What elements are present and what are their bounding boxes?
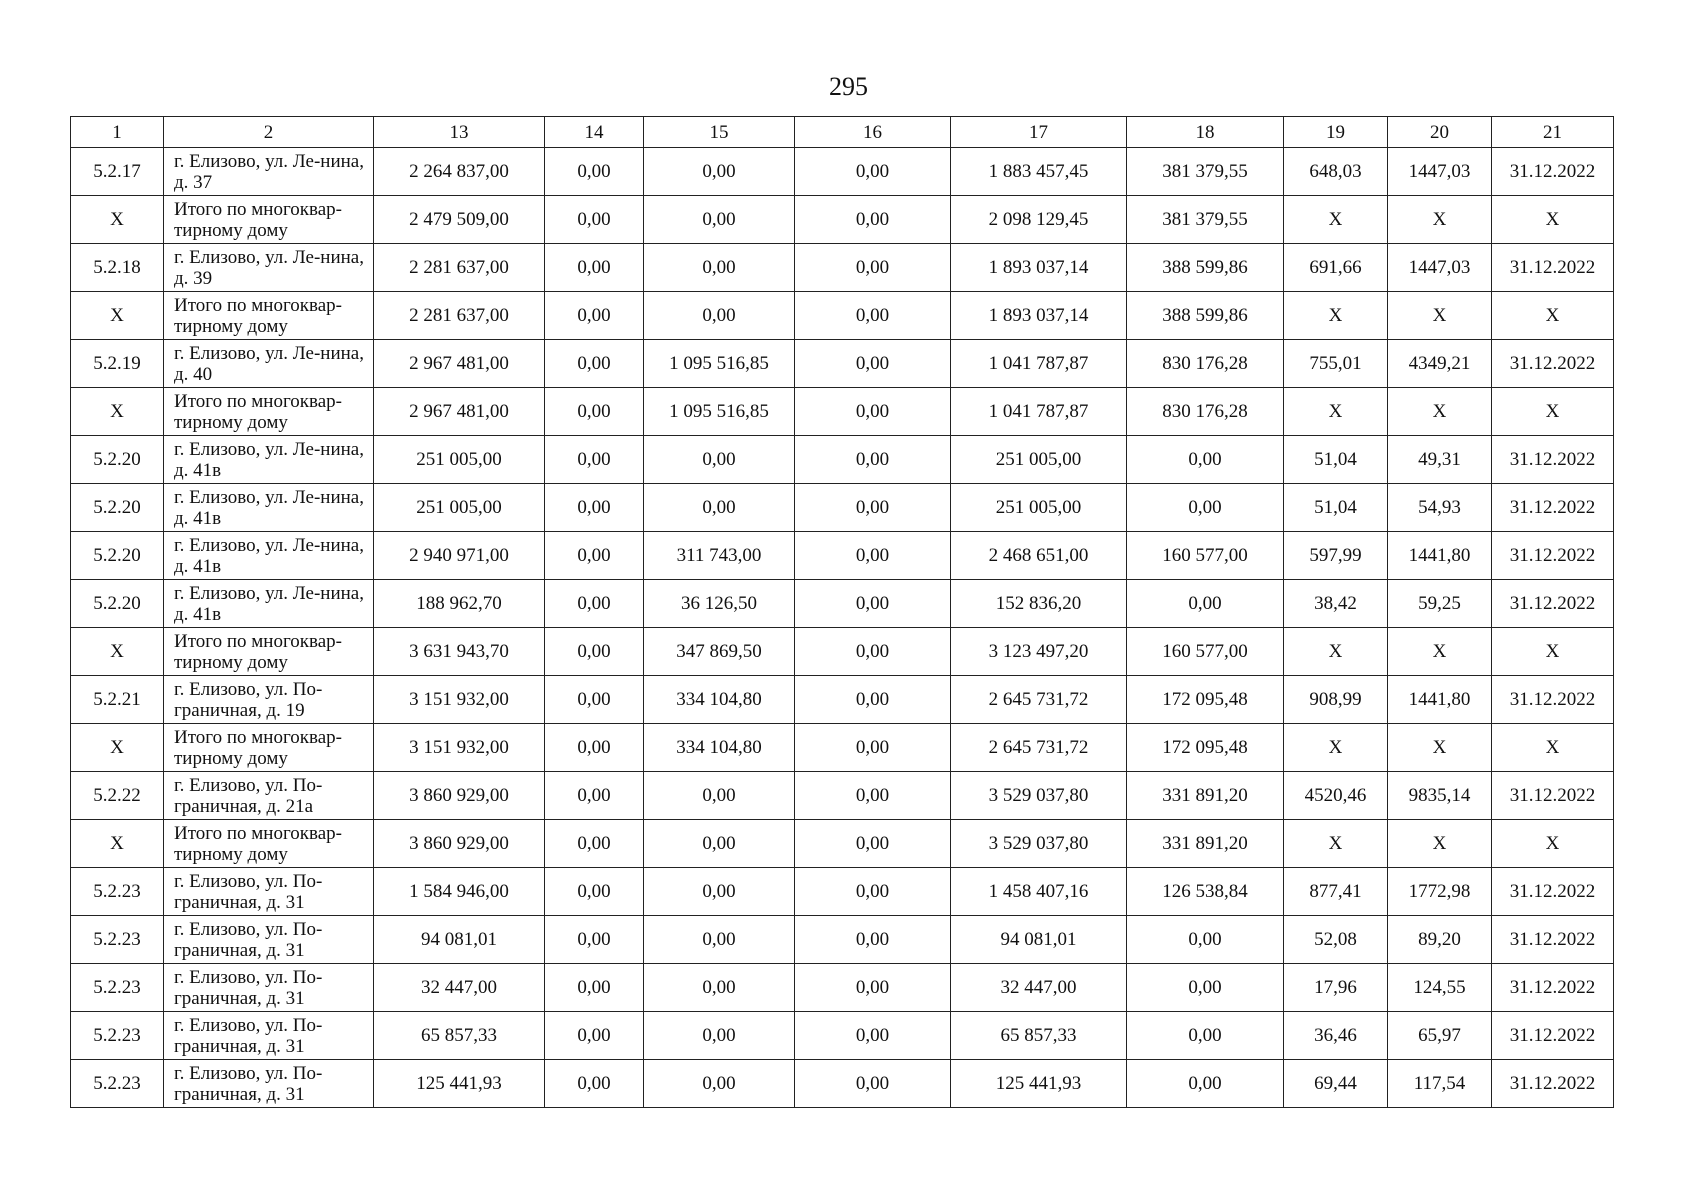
- table-cell: 0,00: [795, 916, 951, 964]
- table-cell: 31.12.2022: [1492, 1060, 1614, 1108]
- table-cell: 2 468 651,00: [951, 532, 1127, 580]
- address-cell: г. Елизово, ул. Ле-нина, д. 39: [164, 244, 374, 292]
- table-cell: X: [1492, 724, 1614, 772]
- table-cell: 5.2.18: [71, 244, 164, 292]
- table-row: [71, 964, 1614, 1012]
- table-cell: 0,00: [545, 676, 644, 724]
- table-cell: 0,00: [795, 676, 951, 724]
- table-cell: 31.12.2022: [1492, 1012, 1614, 1060]
- table-cell: 0,00: [545, 532, 644, 580]
- table-cell: 2 264 837,00: [374, 148, 545, 196]
- table-cell: X: [1492, 820, 1614, 868]
- table-cell: 0,00: [545, 148, 644, 196]
- table-cell: 0,00: [545, 436, 644, 484]
- table-cell: 0,00: [1127, 916, 1284, 964]
- table-cell: 32 447,00: [951, 964, 1127, 1012]
- table-cell: 331 891,20: [1127, 772, 1284, 820]
- table-cell: 94 081,01: [951, 916, 1127, 964]
- table-cell: 69,44: [1284, 1060, 1388, 1108]
- table-cell: 3 529 037,80: [951, 772, 1127, 820]
- table-row: [71, 148, 1614, 196]
- table-cell: 0,00: [644, 820, 795, 868]
- table-cell: X: [1284, 724, 1388, 772]
- table-cell: 1 883 457,45: [951, 148, 1127, 196]
- table-cell: 0,00: [795, 1060, 951, 1108]
- table-cell: X: [1284, 388, 1388, 436]
- table-cell: X: [1388, 628, 1492, 676]
- table-cell: 251 005,00: [374, 436, 545, 484]
- table-cell: 52,08: [1284, 916, 1388, 964]
- table-cell: 1 095 516,85: [644, 388, 795, 436]
- table-cell: 0,00: [545, 196, 644, 244]
- table-cell: 3 860 929,00: [374, 772, 545, 820]
- table-cell: 4520,46: [1284, 772, 1388, 820]
- table-cell: 65 857,33: [374, 1012, 545, 1060]
- table-cell: 0,00: [545, 772, 644, 820]
- table-cell: 0,00: [1127, 436, 1284, 484]
- table-cell: 2 281 637,00: [374, 292, 545, 340]
- column-header: 13: [374, 117, 545, 148]
- table-cell: 0,00: [795, 244, 951, 292]
- table-cell: 5.2.20: [71, 532, 164, 580]
- table-cell: 388 599,86: [1127, 292, 1284, 340]
- table-cell: 0,00: [644, 292, 795, 340]
- table-cell: 0,00: [1127, 1012, 1284, 1060]
- table-cell: 1 584 946,00: [374, 868, 545, 916]
- table-cell: 0,00: [545, 964, 644, 1012]
- table-cell: 0,00: [795, 196, 951, 244]
- table-cell: 31.12.2022: [1492, 916, 1614, 964]
- table-cell: 0,00: [1127, 484, 1284, 532]
- column-number-row: [71, 117, 1614, 148]
- table-cell: 31.12.2022: [1492, 148, 1614, 196]
- table-cell: 0,00: [795, 724, 951, 772]
- table-cell: 172 095,48: [1127, 676, 1284, 724]
- table-cell: X: [71, 388, 164, 436]
- table-cell: 2 098 129,45: [951, 196, 1127, 244]
- address-cell: Итого по многоквар-тирному дому: [164, 628, 374, 676]
- table-cell: 0,00: [545, 244, 644, 292]
- table-cell: 51,04: [1284, 484, 1388, 532]
- address-cell: г. Елизово, ул. Ле-нина, д. 41в: [164, 532, 374, 580]
- table-header: [71, 117, 1614, 148]
- table-cell: 311 743,00: [644, 532, 795, 580]
- table-cell: 1 041 787,87: [951, 388, 1127, 436]
- table-cell: 251 005,00: [951, 484, 1127, 532]
- table-cell: 31.12.2022: [1492, 772, 1614, 820]
- table-cell: 5.2.20: [71, 580, 164, 628]
- column-header: 18: [1127, 117, 1284, 148]
- table-cell: 3 151 932,00: [374, 724, 545, 772]
- table-cell: 0,00: [545, 580, 644, 628]
- table-cell: 36,46: [1284, 1012, 1388, 1060]
- table-cell: 31.12.2022: [1492, 484, 1614, 532]
- table-cell: 251 005,00: [951, 436, 1127, 484]
- table-cell: 0,00: [795, 772, 951, 820]
- table-cell: 0,00: [644, 868, 795, 916]
- table-cell: 0,00: [795, 484, 951, 532]
- table-cell: 94 081,01: [374, 916, 545, 964]
- table-cell: X: [1284, 628, 1388, 676]
- table-cell: 5.2.20: [71, 436, 164, 484]
- table-cell: 3 123 497,20: [951, 628, 1127, 676]
- total-row: [71, 388, 1614, 436]
- table-cell: 0,00: [795, 388, 951, 436]
- table-cell: 1447,03: [1388, 244, 1492, 292]
- table-cell: X: [71, 196, 164, 244]
- table-cell: 65 857,33: [951, 1012, 1127, 1060]
- table-row: [71, 1060, 1614, 1108]
- column-header: 15: [644, 117, 795, 148]
- table-cell: 0,00: [545, 628, 644, 676]
- table-row: [71, 676, 1614, 724]
- table-cell: 1772,98: [1388, 868, 1492, 916]
- table-cell: 0,00: [795, 340, 951, 388]
- table-cell: 3 860 929,00: [374, 820, 545, 868]
- table-cell: X: [1284, 820, 1388, 868]
- table-cell: 5.2.23: [71, 1060, 164, 1108]
- table-cell: 5.2.23: [71, 1012, 164, 1060]
- table-cell: 908,99: [1284, 676, 1388, 724]
- table-cell: 0,00: [545, 916, 644, 964]
- address-cell: г. Елизово, ул. По-граничная, д. 31: [164, 916, 374, 964]
- address-cell: г. Елизово, ул. Ле-нина, д. 41в: [164, 436, 374, 484]
- page-number: 295: [829, 72, 868, 101]
- address-cell: г. Елизово, ул. По-граничная, д. 31: [164, 868, 374, 916]
- table-cell: 1 893 037,14: [951, 244, 1127, 292]
- address-cell: Итого по многоквар-тирному дому: [164, 724, 374, 772]
- table-cell: 381 379,55: [1127, 196, 1284, 244]
- table-cell: 830 176,28: [1127, 388, 1284, 436]
- address-cell: г. Елизово, ул. Ле-нина, д. 41в: [164, 484, 374, 532]
- table-cell: 2 967 481,00: [374, 340, 545, 388]
- table-cell: 2 645 731,72: [951, 676, 1127, 724]
- table-cell: 5.2.20: [71, 484, 164, 532]
- table-cell: 0,00: [644, 1060, 795, 1108]
- table-cell: 5.2.23: [71, 964, 164, 1012]
- table-cell: 0,00: [644, 916, 795, 964]
- table-cell: X: [1284, 196, 1388, 244]
- total-row: [71, 724, 1614, 772]
- table-cell: 0,00: [795, 436, 951, 484]
- table-cell: 125 441,93: [374, 1060, 545, 1108]
- column-header: 14: [545, 117, 644, 148]
- table-cell: 2 940 971,00: [374, 532, 545, 580]
- address-cell: г. Елизово, ул. По-граничная, д. 19: [164, 676, 374, 724]
- table-cell: 54,93: [1388, 484, 1492, 532]
- table-cell: 125 441,93: [951, 1060, 1127, 1108]
- table-cell: 0,00: [644, 772, 795, 820]
- table-cell: 172 095,48: [1127, 724, 1284, 772]
- table-cell: 5.2.23: [71, 868, 164, 916]
- table-cell: 32 447,00: [374, 964, 545, 1012]
- table-cell: 877,41: [1284, 868, 1388, 916]
- address-cell: Итого по многоквар-тирному дому: [164, 388, 374, 436]
- table-cell: 0,00: [545, 292, 644, 340]
- table-cell: 0,00: [545, 388, 644, 436]
- table-cell: 1 095 516,85: [644, 340, 795, 388]
- table-cell: 755,01: [1284, 340, 1388, 388]
- table-cell: 331 891,20: [1127, 820, 1284, 868]
- table-cell: 3 631 943,70: [374, 628, 545, 676]
- column-header: 2: [164, 117, 374, 148]
- table-cell: 0,00: [644, 196, 795, 244]
- table-cell: 65,97: [1388, 1012, 1492, 1060]
- table-cell: 0,00: [795, 580, 951, 628]
- table-cell: 0,00: [545, 1012, 644, 1060]
- address-cell: г. Елизово, ул. Ле-нина, д. 37: [164, 148, 374, 196]
- table-cell: X: [71, 724, 164, 772]
- table-cell: X: [1492, 628, 1614, 676]
- table-cell: 49,31: [1388, 436, 1492, 484]
- table-cell: 0,00: [545, 340, 644, 388]
- table-cell: 0,00: [545, 484, 644, 532]
- table-cell: 648,03: [1284, 148, 1388, 196]
- table-cell: 0,00: [644, 1012, 795, 1060]
- table-cell: 1 893 037,14: [951, 292, 1127, 340]
- table-row: [71, 1012, 1614, 1060]
- table-cell: X: [1388, 724, 1492, 772]
- table-cell: 597,99: [1284, 532, 1388, 580]
- table-cell: 5.2.21: [71, 676, 164, 724]
- table-cell: 188 962,70: [374, 580, 545, 628]
- table-cell: X: [1492, 196, 1614, 244]
- table-cell: 38,42: [1284, 580, 1388, 628]
- table-cell: 2 479 509,00: [374, 196, 545, 244]
- address-cell: г. Елизово, ул. По-граничная, д. 31: [164, 1060, 374, 1108]
- table-body: [71, 148, 1614, 1108]
- table-cell: 347 869,50: [644, 628, 795, 676]
- table-cell: 0,00: [795, 868, 951, 916]
- table-cell: 3 151 932,00: [374, 676, 545, 724]
- table-cell: 2 967 481,00: [374, 388, 545, 436]
- table-row: [71, 916, 1614, 964]
- table-cell: 31.12.2022: [1492, 676, 1614, 724]
- table-cell: 0,00: [545, 868, 644, 916]
- table-cell: 126 538,84: [1127, 868, 1284, 916]
- table-cell: 89,20: [1388, 916, 1492, 964]
- table-row: [71, 580, 1614, 628]
- table-cell: 0,00: [1127, 580, 1284, 628]
- table-cell: 3 529 037,80: [951, 820, 1127, 868]
- table-cell: 117,54: [1388, 1060, 1492, 1108]
- table-cell: X: [1388, 820, 1492, 868]
- table-cell: 9835,14: [1388, 772, 1492, 820]
- table-cell: X: [1388, 388, 1492, 436]
- address-cell: Итого по многоквар-тирному дому: [164, 820, 374, 868]
- table-cell: 5.2.17: [71, 148, 164, 196]
- table-cell: 1 041 787,87: [951, 340, 1127, 388]
- table-cell: 2 281 637,00: [374, 244, 545, 292]
- table-cell: X: [1492, 292, 1614, 340]
- table-cell: 4349,21: [1388, 340, 1492, 388]
- address-cell: г. Елизово, ул. По-граничная, д. 21а: [164, 772, 374, 820]
- address-cell: г. Елизово, ул. По-граничная, д. 31: [164, 964, 374, 1012]
- table-cell: 124,55: [1388, 964, 1492, 1012]
- table-cell: 0,00: [545, 1060, 644, 1108]
- table-cell: 0,00: [644, 484, 795, 532]
- table-cell: X: [1492, 388, 1614, 436]
- table-cell: 31.12.2022: [1492, 580, 1614, 628]
- table-cell: 1447,03: [1388, 148, 1492, 196]
- table-cell: 5.2.22: [71, 772, 164, 820]
- table-cell: 0,00: [545, 724, 644, 772]
- total-row: [71, 820, 1614, 868]
- column-header: 20: [1388, 117, 1492, 148]
- table-row: [71, 484, 1614, 532]
- column-header: 1: [71, 117, 164, 148]
- table-cell: 0,00: [644, 964, 795, 1012]
- address-cell: Итого по многоквар-тирному дому: [164, 292, 374, 340]
- table-cell: 51,04: [1284, 436, 1388, 484]
- address-cell: г. Елизово, ул. Ле-нина, д. 41в: [164, 580, 374, 628]
- table-row: [71, 532, 1614, 580]
- table-cell: 381 379,55: [1127, 148, 1284, 196]
- table-cell: X: [71, 292, 164, 340]
- table-cell: 31.12.2022: [1492, 964, 1614, 1012]
- table-cell: 334 104,80: [644, 676, 795, 724]
- table-cell: 251 005,00: [374, 484, 545, 532]
- address-cell: г. Елизово, ул. По-граничная, д. 31: [164, 1012, 374, 1060]
- table-cell: 0,00: [795, 1012, 951, 1060]
- table-row: [71, 772, 1614, 820]
- table-row: [71, 868, 1614, 916]
- table-cell: X: [1284, 292, 1388, 340]
- table-cell: 31.12.2022: [1492, 868, 1614, 916]
- table-cell: 152 836,20: [951, 580, 1127, 628]
- column-header: 19: [1284, 117, 1388, 148]
- table-cell: 17,96: [1284, 964, 1388, 1012]
- address-cell: г. Елизово, ул. Ле-нина, д. 40: [164, 340, 374, 388]
- column-header: 16: [795, 117, 951, 148]
- table-cell: 31.12.2022: [1492, 436, 1614, 484]
- table-cell: 160 577,00: [1127, 628, 1284, 676]
- table-cell: 36 126,50: [644, 580, 795, 628]
- table-cell: 59,25: [1388, 580, 1492, 628]
- table-cell: X: [1388, 292, 1492, 340]
- table-cell: 0,00: [795, 292, 951, 340]
- table-cell: X: [71, 628, 164, 676]
- table-cell: 1441,80: [1388, 532, 1492, 580]
- table-cell: 0,00: [644, 436, 795, 484]
- table-cell: 160 577,00: [1127, 532, 1284, 580]
- table-cell: 0,00: [795, 820, 951, 868]
- table-cell: 5.2.23: [71, 916, 164, 964]
- table-cell: 0,00: [795, 532, 951, 580]
- table-cell: 1441,80: [1388, 676, 1492, 724]
- table-cell: 0,00: [644, 148, 795, 196]
- table-cell: 0,00: [795, 628, 951, 676]
- table-cell: 830 176,28: [1127, 340, 1284, 388]
- column-header: 21: [1492, 117, 1614, 148]
- table-cell: 0,00: [644, 244, 795, 292]
- total-row: [71, 196, 1614, 244]
- total-row: [71, 628, 1614, 676]
- table-cell: 0,00: [795, 148, 951, 196]
- capital-repair-table: [70, 116, 1614, 1108]
- table-row: [71, 340, 1614, 388]
- table-cell: 2 645 731,72: [951, 724, 1127, 772]
- table-cell: 388 599,86: [1127, 244, 1284, 292]
- table-cell: 31.12.2022: [1492, 340, 1614, 388]
- table-cell: 31.12.2022: [1492, 532, 1614, 580]
- table-cell: 31.12.2022: [1492, 244, 1614, 292]
- table-cell: 0,00: [795, 964, 951, 1012]
- table-cell: 1 458 407,16: [951, 868, 1127, 916]
- total-row: [71, 292, 1614, 340]
- column-header: 17: [951, 117, 1127, 148]
- table-cell: 0,00: [545, 820, 644, 868]
- table-row: [71, 244, 1614, 292]
- table-cell: 0,00: [1127, 1060, 1284, 1108]
- table-cell: 0,00: [1127, 964, 1284, 1012]
- table-cell: X: [1388, 196, 1492, 244]
- table-cell: 5.2.19: [71, 340, 164, 388]
- table-cell: X: [71, 820, 164, 868]
- table-cell: 334 104,80: [644, 724, 795, 772]
- table-cell: 691,66: [1284, 244, 1388, 292]
- table-row: [71, 436, 1614, 484]
- address-cell: Итого по многоквар-тирному дому: [164, 196, 374, 244]
